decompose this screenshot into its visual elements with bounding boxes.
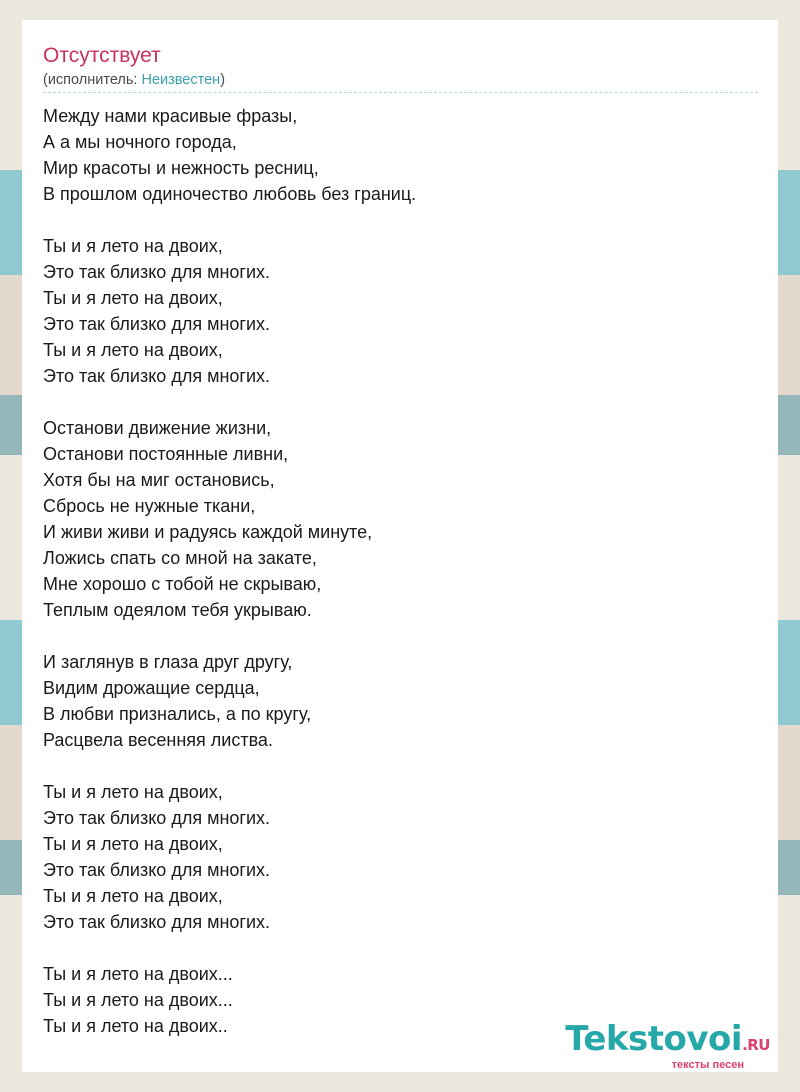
logo-name: Tekstovoi xyxy=(565,1019,743,1059)
lyrics-stanza xyxy=(43,779,758,935)
lyric-line: Ты и я лето на двоих, xyxy=(43,340,223,360)
lyric-line: Ты и я лето на двоих... xyxy=(43,964,233,984)
lyric-line: Это так близко для многих. xyxy=(43,860,271,880)
lyric-line: Ложись спать со мной на закате, xyxy=(43,548,317,568)
lyrics-stanza xyxy=(43,103,758,207)
lyric-line: Хотя бы на миг остановись, xyxy=(43,470,275,490)
lyrics-stanza xyxy=(43,233,758,389)
lyric-line: Это так близко для многих. xyxy=(43,262,271,282)
lyric-line: Мир красоты и нежность ресниц, xyxy=(43,158,319,178)
song-title: Отсутствует xyxy=(43,44,161,67)
artist-prefix: (исполнитель: xyxy=(43,72,142,88)
lyric-line: Ты и я лето на двоих, xyxy=(43,782,223,802)
lyric-line: Останови постоянные ливни, xyxy=(43,444,289,464)
site-logo[interactable] xyxy=(565,1021,770,1071)
lyric-line: Это так близко для многих. xyxy=(43,912,271,932)
lyric-line: Мне хорошо с тобой не скрываю, xyxy=(43,574,322,594)
lyric-line: В прошлом одиночество любовь без границ. xyxy=(43,184,417,204)
lyric-line: Видим дрожащие сердца, xyxy=(43,678,260,698)
lyrics-stanza xyxy=(43,649,758,753)
lyric-line: Расцвела весенняя листва. xyxy=(43,730,273,750)
lyric-line: Ты и я лето на двоих.. xyxy=(43,1016,228,1036)
lyrics-card xyxy=(22,20,778,1072)
lyric-line: Сбрось не нужные ткани, xyxy=(43,496,256,516)
lyric-line: Это так близко для многих. xyxy=(43,366,271,386)
logo-domain: .RU xyxy=(742,1036,770,1054)
lyric-line: И заглянув в глаза друг другу, xyxy=(43,652,293,672)
lyric-line: В любви признались, а по кругу, xyxy=(43,704,312,724)
artist-suffix: ) xyxy=(220,72,226,88)
lyrics-stanza xyxy=(43,415,758,623)
lyric-line: Теплым одеялом тебя укрываю. xyxy=(43,600,312,620)
lyric-line: И живи живи и радуясь каждой минуте, xyxy=(43,522,373,542)
lyric-line: Ты и я лето на двоих, xyxy=(43,288,223,308)
lyric-line: Между нами красивые фразы, xyxy=(43,106,298,126)
lyric-line: Ты и я лето на двоих, xyxy=(43,236,223,256)
lyrics-text xyxy=(43,103,758,1039)
artist-line xyxy=(43,70,758,93)
lyric-line: А а мы ночного города, xyxy=(43,132,237,152)
lyric-line: Это так близко для многих. xyxy=(43,314,271,334)
lyric-line: Ты и я лето на двоих, xyxy=(43,886,223,906)
lyric-line: Это так близко для многих. xyxy=(43,808,271,828)
artist-link[interactable]: Неизвестен xyxy=(141,72,221,88)
lyric-line: Останови движение жизни, xyxy=(43,418,272,438)
logo-tagline: тексты песен xyxy=(671,1059,744,1071)
lyric-line: Ты и я лето на двоих... xyxy=(43,990,233,1010)
lyric-line: Ты и я лето на двоих, xyxy=(43,834,223,854)
